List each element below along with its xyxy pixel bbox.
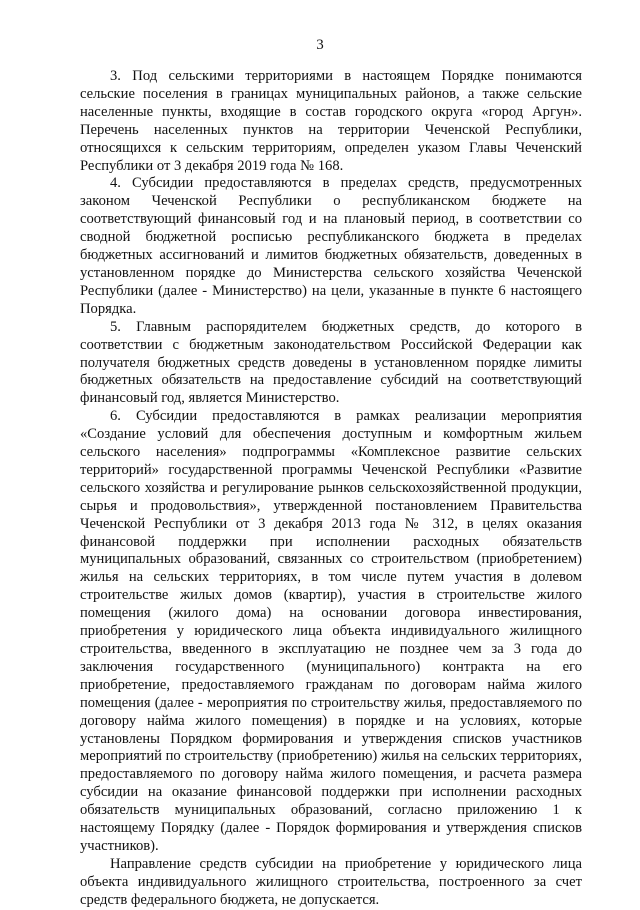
paragraph-4: 4. Субсидии предоставляются в пределах средств, предусмотренных законом Чеченской Республики о республиканском бюджете на соответствующий финансовый год и на плановый период, в соответствии со сводной бюджетной росписью республиканского бюджета в пределах бюджетных ассигнований и лимитов бюджетных обязательств, доведенных в установленном порядке до Министерства сельского хозяйства Чеченской Республики (далее - Министерство) на цели, указанные в пункте 6 настоящего Порядка.: [80, 175, 582, 317]
paragraph-3: 3. Под сельскими территориями в настоящем Порядке понимаются сельские поселения в границах муниципальных районов, а также сельские населенные пункты, входящие в состав городского округа «город Аргун». Перечень населенных пунктов на территории Чеченской Республики, относящихся к сельским территориям, определен указом Главы Чеченский Республики от 3 декабря 2019 года № 168.: [80, 68, 582, 174]
paragraph-6-continuation: Направление средств субсидии на приобретение у юридического лица объекта индивидуального жилищного строительства, построенного за счет средств федерального бюджета, не допускается.: [80, 855, 582, 908]
paragraph-5: 5. Главным распорядителем бюджетных средств, до которого в соответствии с бюджетным законодательством Российской Федерации как получателя бюджетных средств доведены в установленном порядке лимиты бюджетных обязательств на предоставление субсидий на соответствующий финансовый год, является Министерство.: [80, 318, 582, 407]
document-body: [80, 68, 582, 910]
paragraph-6: 6. Субсидии предоставляются в рамках реализации мероприятия «Создание условий для обеспечения доступным и комфортным жильем сельского населения» подпрограммы «Комплексное развитие сельских территорий» государственной программы Чеченской Республики «Развитие сельского хозяйства и регулирование рынков сельскохозяйственной продукции, сырья и продовольствия», утвержденной постановлением Правительства Чеченской Республики от 3 декабря 2013 года № 312, в целях оказания финансовой поддержки при исполнении расходных обязательств муниципальных образований, связанных со строительством (приобретением) жилья на сельских территориях, в том числе путем участия в долевом строительстве жилых домов (квартир), участия в строительстве жилого помещения (жилого дома) на основании договора инвестирования, приобретения у юридического лица объекта индивидуального жилищного строительства, введенного в эксплуатацию не позднее чем за 3 года до заключения государственного (муниципального) контракта на его приобретение, предоставляемого гражданам по договорам найма жилого помещения (далее - мероприятия по строительству жилья, предоставляемого по договору найма жилого помещения) в порядке и на условиях, которые установлены Порядком формирования и утверждения списков участников мероприятий по строительству (приобретению) жилья на сельских территориях, предоставляемого по договору найма жилого помещения, и расчета размера субсидии на оказание финансовой поддержки при исполнении расходных обязательств муниципальных образований, согласно приложению 1 к настоящему Порядку (далее - Порядок формирования и утверждения списков участников).: [80, 408, 582, 854]
page-number: 3: [316, 37, 324, 53]
